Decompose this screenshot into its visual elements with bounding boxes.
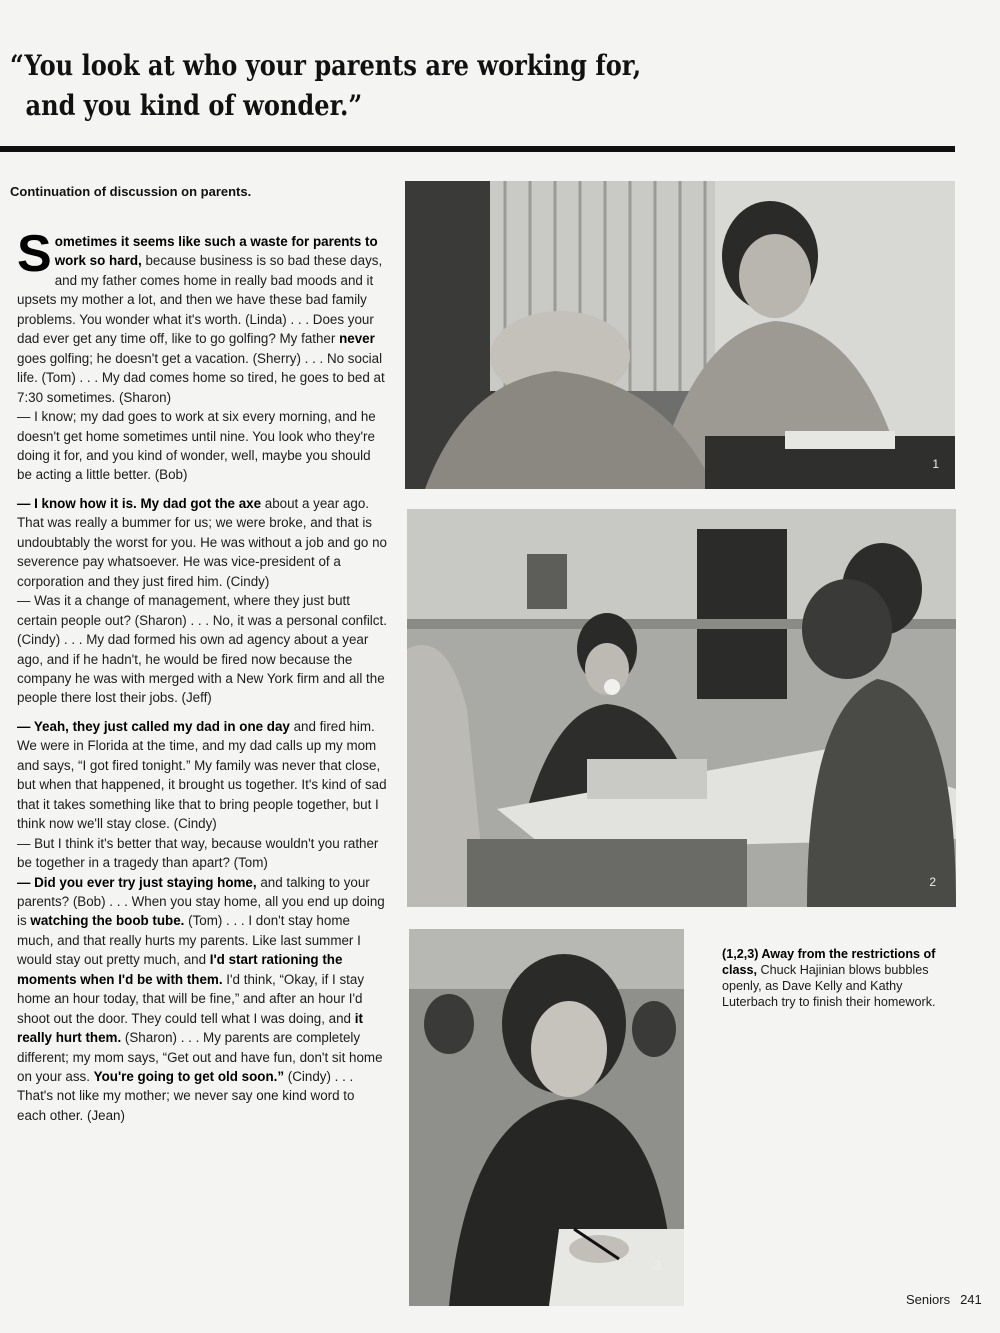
photo-number: 2 — [929, 875, 936, 889]
article-paragraph — [17, 717, 387, 1126]
caption-text: Chuck Hajinian blows bubbles openly, as Dave Kelly and Kathy Luterbach try to finish their homework. — [722, 963, 936, 1009]
article-subtitle: Continuation of discussion on parents. — [10, 184, 252, 199]
body-text: — Was it a change of management, where they just butt certain people out? (Sharon) . . . No, it was a personal confilct. (Cindy) . . . My dad formed his own ad agency about a year ago, and if he hadn't, he would be fired now because the company he was with merged with a New York firm and all the people there lost their jobs. (Jeff) — [17, 593, 387, 706]
emphasis: You're going to get old soon.” — [93, 1069, 285, 1085]
lead-in: — I know how it is. My dad got the axe — [17, 495, 262, 511]
caption-lead: (1,2,3) Away from the restrictions of class, — [722, 947, 936, 977]
photo-number: 3 — [654, 1258, 661, 1272]
photo-classroom-bubble — [407, 509, 956, 907]
photo-caption — [722, 946, 952, 1010]
lead-in: — Yeah, they just called my dad in one day — [17, 718, 290, 734]
headline — [10, 46, 784, 126]
photo-students-at-table — [405, 181, 955, 489]
body-text: goes golfing; he doesn't get a vacation. (Sherry) . . . No social life. (Tom) . . . My dad comes home so tired, he goes to bed at 7:30 sometimes. (Sharon) — [17, 350, 385, 405]
emphasis: watching the boob tube. — [30, 913, 185, 929]
article-body — [17, 225, 387, 1134]
lead-in: ometimes it seems like such a waste for parents to work so hard, — [54, 234, 378, 269]
photo-number: 1 — [932, 457, 939, 471]
photo-3-illustration — [409, 929, 684, 1306]
body-text: — But I think it's better that way, because wouldn't you rather be together in a tragedy than apart? (Tom) — [17, 835, 379, 871]
section-name: Seniors — [906, 1292, 951, 1307]
body-text: — I know; my dad goes to work at six every morning, and he doesn't get home sometimes until nine. You look who they're doing it for, and you kind of wonder, well, maybe you should be acting a little better. (Bob) — [17, 409, 376, 483]
body-text: and talking to your parents? (Bob) . . . When you stay home, all you end up doing is — [17, 874, 385, 929]
headline-line-2: and you kind of wonder.” — [25, 89, 363, 122]
headline-line-1: “You look at who your parents are working for, — [10, 49, 642, 82]
page-footer — [906, 1292, 982, 1307]
header-rule — [0, 146, 955, 152]
lead-in: — Did you ever try just staying home, — [17, 874, 257, 890]
photo-1-illustration — [405, 181, 955, 489]
body-text: (Sharon) . . . My parents are completely different; my mom says, “Get out and have fun, don't sit home on your ass. — [17, 1030, 383, 1085]
page-number: 241 — [960, 1292, 982, 1307]
emphasis: I'd start rationing the moments when I'd be with them. — [17, 952, 343, 987]
body-text: (Tom) . . . I don't stay home much, and that really hurts my parents. Like last summer I would stay out pretty much, and — [17, 913, 361, 968]
article-paragraph — [17, 494, 387, 708]
emphasis: never — [339, 331, 375, 347]
photo-girl-writing — [409, 929, 684, 1306]
body-text: (Cindy) . . . That's not like my mother; we never say one kind word to each other. (Jean) — [17, 1069, 355, 1123]
body-text: I'd think, “Okay, if I stay home an hour today, that will be fine,” and after an hour I'd shoot out the door. They could tell what I was doing, and — [17, 971, 365, 1026]
body-text: and fired him. We were in Florida at the time, and my dad calls up my mom and says, “I got fired tonight.” My family was never that close, but when that happened, it brought us together. It's kind of sad that it takes something like that to bring people together, but I think now we'll stay close. (Cindy) — [17, 718, 387, 832]
body-text: because business is so bad these days, and my father comes home in really bad moods and it upsets my mother a lot, and then we have these bad family problems. You wonder what it's worth. (Linda) . . . Does your dad ever get any time off, like to go golfing? My father — [17, 253, 383, 347]
drop-cap: S — [17, 225, 52, 283]
photo-2-illustration — [407, 509, 956, 907]
body-text: about a year ago. That was really a bummer for us; we were broke, and that is undoubtably the worst for you. He was without a job and go no severence pay whatsoever. He was vice-president of a corporation and they just fired him. (Cindy) — [17, 495, 387, 589]
emphasis: it really hurt them. — [17, 1010, 363, 1046]
article-paragraph — [17, 225, 387, 485]
